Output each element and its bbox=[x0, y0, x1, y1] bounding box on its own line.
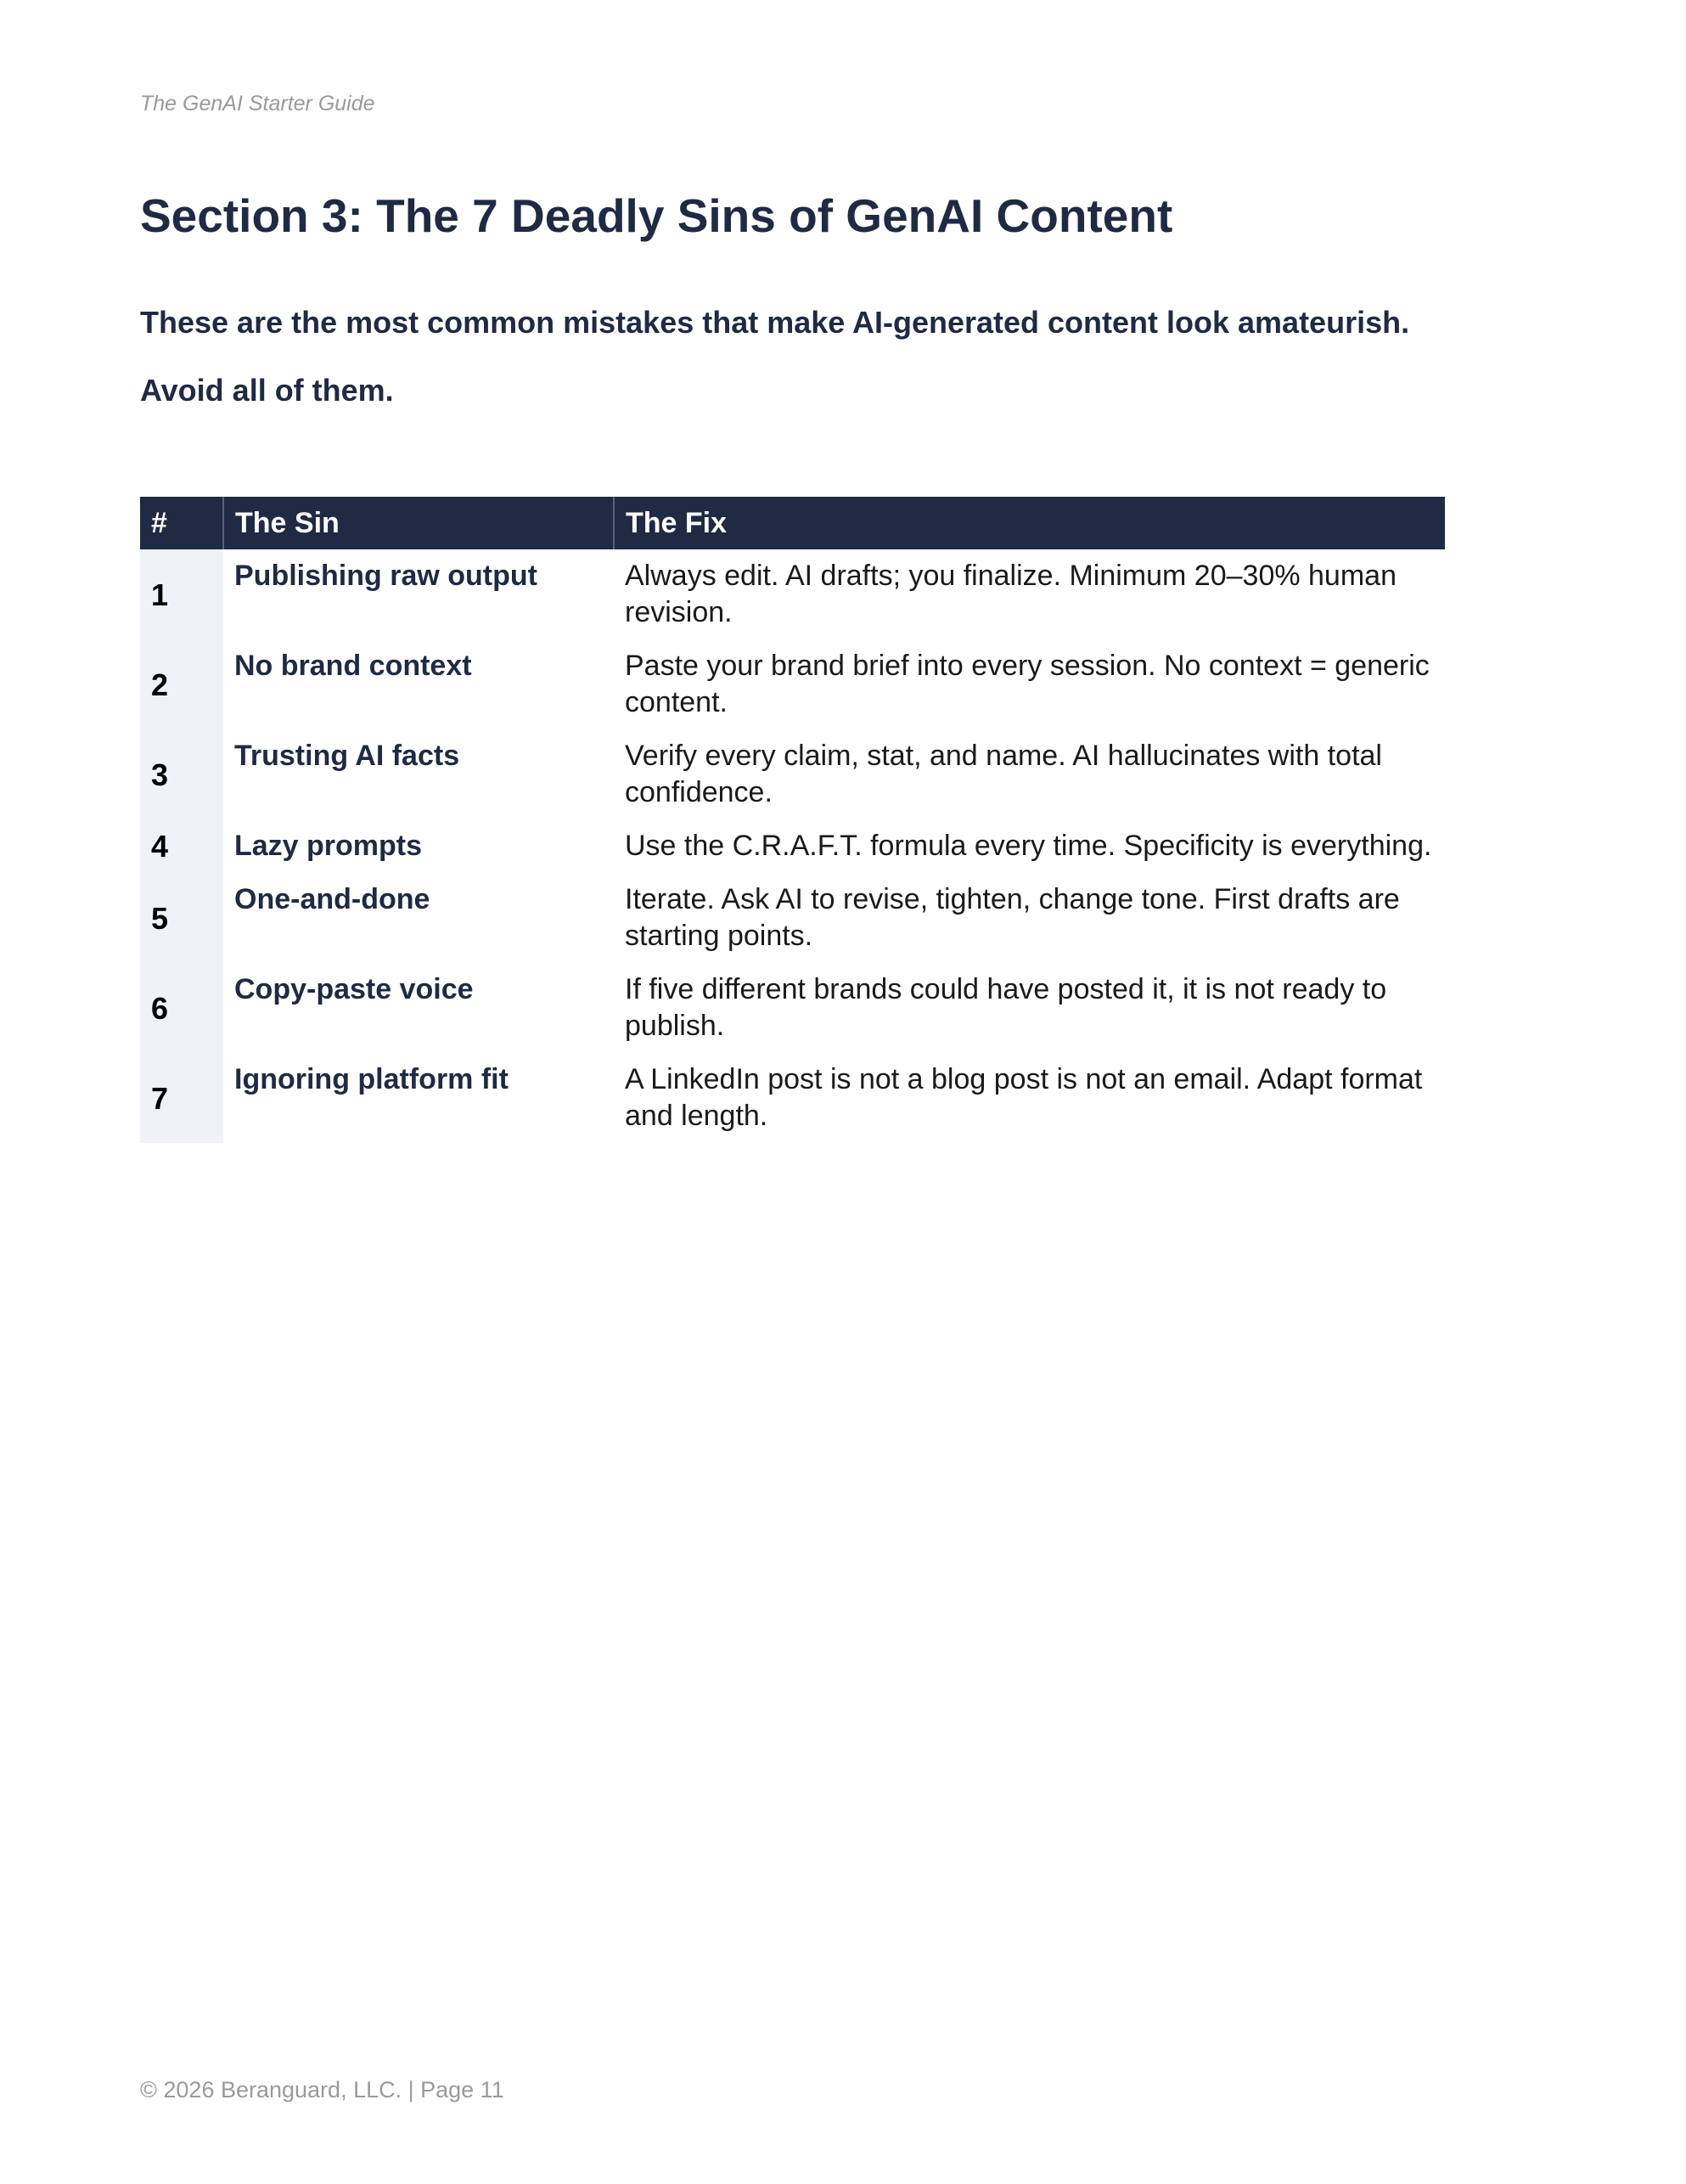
table-row bbox=[140, 963, 1445, 1053]
table-row bbox=[140, 873, 1445, 963]
sins-table bbox=[140, 497, 1445, 1143]
sin-name: Lazy prompts bbox=[234, 830, 423, 862]
page-footer: © 2026 Beranguard, LLC. | Page 11 bbox=[140, 2077, 504, 2102]
sin-number: 2 bbox=[140, 639, 223, 729]
table-header-row bbox=[140, 497, 1445, 549]
sin-name: Ignoring platform fit bbox=[234, 1063, 509, 1095]
column-header-fix: The Fix bbox=[614, 497, 1445, 549]
sin-name: Trusting AI facts bbox=[234, 740, 460, 772]
sin-fix: Iterate. Ask AI to revise, tighten, change tone. First drafts are starting points. bbox=[625, 883, 1400, 952]
column-header-sin: The Sin bbox=[223, 497, 614, 549]
sin-fix: Paste your brand brief into every session. No context = generic content. bbox=[625, 650, 1430, 718]
sin-number: 5 bbox=[140, 873, 223, 963]
table-row bbox=[140, 819, 1445, 873]
sin-number: 4 bbox=[140, 819, 223, 873]
sin-name: No brand context bbox=[234, 650, 472, 682]
sin-fix: Use the C.R.A.F.T. formula every time. Specificity is everything. bbox=[625, 830, 1432, 862]
table-row bbox=[140, 549, 1445, 639]
page-title: Section 3: The 7 Deadly Sins of GenAI Content bbox=[140, 189, 1173, 242]
running-header: The GenAI Starter Guide bbox=[140, 92, 375, 115]
sin-number: 6 bbox=[140, 963, 223, 1053]
intro-line-1: These are the most common mistakes that make AI-generated content look amateurish. bbox=[140, 305, 1410, 340]
sin-fix: Verify every claim, stat, and name. AI hallucinates with total confidence. bbox=[625, 740, 1382, 808]
sin-fix: Always edit. AI drafts; you finalize. Minimum 20–30% human revision. bbox=[625, 560, 1397, 628]
sin-name: Copy-paste voice bbox=[234, 973, 474, 1005]
sin-number: 3 bbox=[140, 729, 223, 819]
column-header-number: # bbox=[140, 497, 223, 549]
sin-fix: A LinkedIn post is not a blog post is not an email. Adapt format and length. bbox=[625, 1063, 1423, 1132]
sin-number: 1 bbox=[140, 549, 223, 639]
intro-text bbox=[140, 289, 1583, 425]
sin-name: Publishing raw output bbox=[234, 560, 537, 592]
table-row bbox=[140, 639, 1445, 729]
table-row bbox=[140, 1053, 1445, 1143]
sin-fix: If five different brands could have posted it, it is not ready to publish. bbox=[625, 973, 1387, 1042]
sin-number: 7 bbox=[140, 1053, 223, 1143]
intro-line-2: Avoid all of them. bbox=[140, 373, 394, 408]
sin-name: One-and-done bbox=[234, 883, 430, 915]
table-row bbox=[140, 729, 1445, 819]
